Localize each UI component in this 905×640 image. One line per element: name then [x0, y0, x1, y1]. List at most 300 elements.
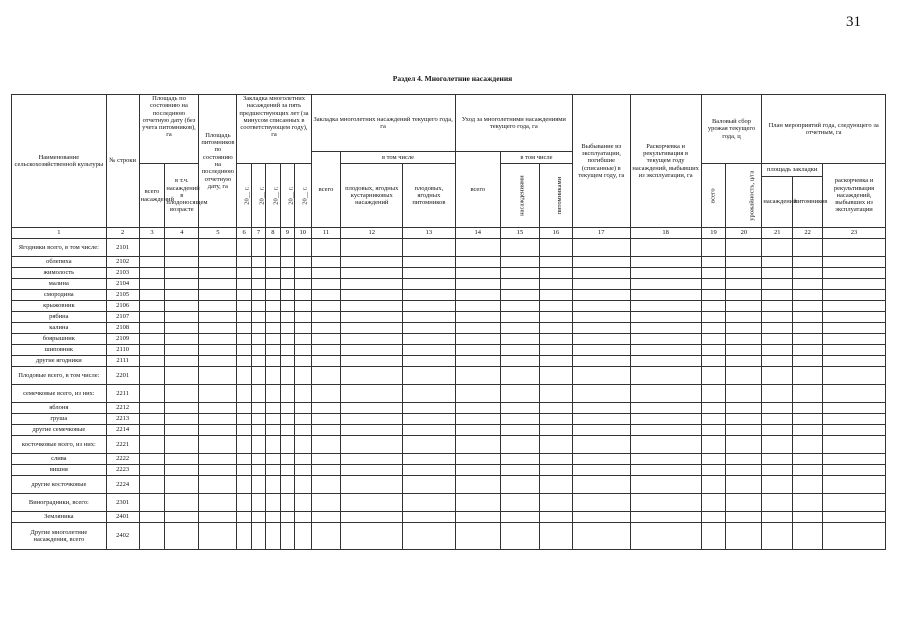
data-cell[interactable] — [630, 476, 701, 494]
data-cell[interactable] — [311, 465, 341, 476]
data-cell[interactable] — [295, 523, 312, 550]
data-cell[interactable] — [701, 512, 726, 523]
data-cell[interactable] — [762, 454, 793, 465]
data-cell[interactable] — [280, 465, 294, 476]
data-cell[interactable] — [630, 334, 701, 345]
data-cell[interactable] — [280, 425, 294, 436]
data-cell[interactable] — [630, 323, 701, 334]
data-cell[interactable] — [500, 436, 539, 454]
data-cell[interactable] — [280, 279, 294, 290]
data-cell[interactable] — [237, 385, 251, 403]
data-cell[interactable] — [251, 312, 265, 323]
data-cell[interactable] — [540, 268, 573, 279]
data-cell[interactable] — [237, 465, 251, 476]
data-cell[interactable] — [311, 290, 341, 301]
data-cell[interactable] — [341, 356, 403, 367]
data-cell[interactable] — [793, 454, 823, 465]
data-cell[interactable] — [823, 239, 886, 257]
data-cell[interactable] — [540, 414, 573, 425]
data-cell[interactable] — [251, 257, 265, 268]
data-cell[interactable] — [251, 334, 265, 345]
data-cell[interactable] — [762, 301, 793, 312]
data-cell[interactable] — [726, 465, 762, 476]
data-cell[interactable] — [726, 290, 762, 301]
data-cell[interactable] — [762, 385, 793, 403]
data-cell[interactable] — [572, 268, 630, 279]
data-cell[interactable] — [572, 414, 630, 425]
data-cell[interactable] — [823, 454, 886, 465]
data-cell[interactable] — [311, 403, 341, 414]
data-cell[interactable] — [823, 385, 886, 403]
data-cell[interactable] — [280, 356, 294, 367]
data-cell[interactable] — [762, 312, 793, 323]
data-cell[interactable] — [199, 436, 237, 454]
data-cell[interactable] — [237, 476, 251, 494]
data-cell[interactable] — [572, 345, 630, 356]
data-cell[interactable] — [199, 239, 237, 257]
data-cell[interactable] — [251, 367, 265, 385]
data-cell[interactable] — [726, 436, 762, 454]
data-cell[interactable] — [793, 239, 823, 257]
data-cell[interactable] — [295, 257, 312, 268]
data-cell[interactable] — [823, 425, 886, 436]
data-cell[interactable] — [251, 414, 265, 425]
data-cell[interactable] — [295, 403, 312, 414]
data-cell[interactable] — [540, 476, 573, 494]
data-cell[interactable] — [630, 367, 701, 385]
data-cell[interactable] — [500, 334, 539, 345]
data-cell[interactable] — [237, 356, 251, 367]
data-cell[interactable] — [500, 356, 539, 367]
data-cell[interactable] — [500, 268, 539, 279]
data-cell[interactable] — [455, 301, 500, 312]
data-cell[interactable] — [500, 494, 539, 512]
data-cell[interactable] — [199, 425, 237, 436]
data-cell[interactable] — [572, 385, 630, 403]
data-cell[interactable] — [199, 465, 237, 476]
data-cell[interactable] — [237, 290, 251, 301]
data-cell[interactable] — [251, 465, 265, 476]
data-cell[interactable] — [630, 312, 701, 323]
data-cell[interactable] — [295, 268, 312, 279]
data-cell[interactable] — [455, 403, 500, 414]
data-cell[interactable] — [500, 512, 539, 523]
data-cell[interactable] — [455, 425, 500, 436]
data-cell[interactable] — [139, 257, 165, 268]
data-cell[interactable] — [199, 312, 237, 323]
data-cell[interactable] — [341, 323, 403, 334]
data-cell[interactable] — [793, 465, 823, 476]
data-cell[interactable] — [199, 512, 237, 523]
data-cell[interactable] — [280, 268, 294, 279]
data-cell[interactable] — [793, 268, 823, 279]
data-cell[interactable] — [311, 523, 341, 550]
data-cell[interactable] — [762, 523, 793, 550]
data-cell[interactable] — [726, 476, 762, 494]
data-cell[interactable] — [139, 385, 165, 403]
data-cell[interactable] — [237, 512, 251, 523]
data-cell[interactable] — [630, 414, 701, 425]
data-cell[interactable] — [165, 356, 199, 367]
data-cell[interactable] — [701, 494, 726, 512]
data-cell[interactable] — [540, 494, 573, 512]
data-cell[interactable] — [295, 512, 312, 523]
data-cell[interactable] — [500, 523, 539, 550]
data-cell[interactable] — [540, 465, 573, 476]
data-cell[interactable] — [630, 425, 701, 436]
data-cell[interactable] — [199, 494, 237, 512]
data-cell[interactable] — [341, 290, 403, 301]
data-cell[interactable] — [455, 279, 500, 290]
data-cell[interactable] — [295, 436, 312, 454]
data-cell[interactable] — [793, 523, 823, 550]
data-cell[interactable] — [165, 345, 199, 356]
data-cell[interactable] — [726, 494, 762, 512]
data-cell[interactable] — [295, 312, 312, 323]
data-cell[interactable] — [165, 279, 199, 290]
data-cell[interactable] — [165, 290, 199, 301]
data-cell[interactable] — [165, 523, 199, 550]
data-cell[interactable] — [793, 345, 823, 356]
data-cell[interactable] — [726, 334, 762, 345]
data-cell[interactable] — [139, 239, 165, 257]
data-cell[interactable] — [630, 494, 701, 512]
data-cell[interactable] — [572, 436, 630, 454]
data-cell[interactable] — [199, 334, 237, 345]
data-cell[interactable] — [630, 301, 701, 312]
data-cell[interactable] — [823, 512, 886, 523]
data-cell[interactable] — [823, 279, 886, 290]
data-cell[interactable] — [762, 403, 793, 414]
data-cell[interactable] — [199, 323, 237, 334]
data-cell[interactable] — [572, 476, 630, 494]
data-cell[interactable] — [762, 494, 793, 512]
data-cell[interactable] — [701, 257, 726, 268]
data-cell[interactable] — [280, 494, 294, 512]
data-cell[interactable] — [403, 257, 456, 268]
data-cell[interactable] — [311, 414, 341, 425]
data-cell[interactable] — [726, 312, 762, 323]
data-cell[interactable] — [726, 425, 762, 436]
data-cell[interactable] — [237, 301, 251, 312]
data-cell[interactable] — [280, 385, 294, 403]
data-cell[interactable] — [701, 476, 726, 494]
data-cell[interactable] — [165, 425, 199, 436]
data-cell[interactable] — [165, 312, 199, 323]
data-cell[interactable] — [237, 257, 251, 268]
data-cell[interactable] — [251, 301, 265, 312]
data-cell[interactable] — [403, 403, 456, 414]
data-cell[interactable] — [403, 345, 456, 356]
data-cell[interactable] — [793, 334, 823, 345]
data-cell[interactable] — [701, 403, 726, 414]
data-cell[interactable] — [237, 334, 251, 345]
data-cell[interactable] — [295, 239, 312, 257]
data-cell[interactable] — [237, 425, 251, 436]
data-cell[interactable] — [823, 476, 886, 494]
data-cell[interactable] — [823, 257, 886, 268]
data-cell[interactable] — [540, 436, 573, 454]
data-cell[interactable] — [237, 414, 251, 425]
data-cell[interactable] — [701, 367, 726, 385]
data-cell[interactable] — [266, 356, 280, 367]
data-cell[interactable] — [455, 414, 500, 425]
data-cell[interactable] — [266, 268, 280, 279]
data-cell[interactable] — [139, 279, 165, 290]
data-cell[interactable] — [341, 345, 403, 356]
data-cell[interactable] — [572, 334, 630, 345]
data-cell[interactable] — [251, 476, 265, 494]
data-cell[interactable] — [295, 454, 312, 465]
data-cell[interactable] — [762, 279, 793, 290]
data-cell[interactable] — [630, 257, 701, 268]
data-cell[interactable] — [266, 476, 280, 494]
data-cell[interactable] — [139, 334, 165, 345]
data-cell[interactable] — [726, 356, 762, 367]
data-cell[interactable] — [630, 279, 701, 290]
data-cell[interactable] — [455, 512, 500, 523]
data-cell[interactable] — [455, 454, 500, 465]
data-cell[interactable] — [295, 476, 312, 494]
data-cell[interactable] — [455, 385, 500, 403]
data-cell[interactable] — [311, 512, 341, 523]
data-cell[interactable] — [266, 257, 280, 268]
data-cell[interactable] — [341, 301, 403, 312]
data-cell[interactable] — [251, 494, 265, 512]
data-cell[interactable] — [500, 367, 539, 385]
data-cell[interactable] — [165, 476, 199, 494]
data-cell[interactable] — [455, 494, 500, 512]
data-cell[interactable] — [403, 425, 456, 436]
data-cell[interactable] — [266, 414, 280, 425]
data-cell[interactable] — [199, 414, 237, 425]
data-cell[interactable] — [403, 279, 456, 290]
data-cell[interactable] — [295, 290, 312, 301]
data-cell[interactable] — [266, 385, 280, 403]
data-cell[interactable] — [341, 425, 403, 436]
data-cell[interactable] — [701, 290, 726, 301]
data-cell[interactable] — [237, 312, 251, 323]
data-cell[interactable] — [572, 356, 630, 367]
data-cell[interactable] — [793, 367, 823, 385]
data-cell[interactable] — [823, 301, 886, 312]
data-cell[interactable] — [823, 290, 886, 301]
data-cell[interactable] — [762, 356, 793, 367]
data-cell[interactable] — [701, 301, 726, 312]
data-cell[interactable] — [823, 312, 886, 323]
data-cell[interactable] — [572, 257, 630, 268]
data-cell[interactable] — [266, 494, 280, 512]
data-cell[interactable] — [823, 523, 886, 550]
data-cell[interactable] — [266, 301, 280, 312]
data-cell[interactable] — [165, 367, 199, 385]
data-cell[interactable] — [500, 385, 539, 403]
data-cell[interactable] — [762, 436, 793, 454]
data-cell[interactable] — [266, 403, 280, 414]
data-cell[interactable] — [455, 345, 500, 356]
data-cell[interactable] — [280, 476, 294, 494]
data-cell[interactable] — [572, 494, 630, 512]
data-cell[interactable] — [572, 239, 630, 257]
data-cell[interactable] — [455, 465, 500, 476]
data-cell[interactable] — [165, 301, 199, 312]
data-cell[interactable] — [341, 476, 403, 494]
data-cell[interactable] — [572, 465, 630, 476]
data-cell[interactable] — [199, 367, 237, 385]
data-cell[interactable] — [280, 323, 294, 334]
data-cell[interactable] — [762, 334, 793, 345]
data-cell[interactable] — [139, 523, 165, 550]
data-cell[interactable] — [237, 403, 251, 414]
data-cell[interactable] — [701, 425, 726, 436]
data-cell[interactable] — [762, 268, 793, 279]
data-cell[interactable] — [311, 356, 341, 367]
data-cell[interactable] — [266, 425, 280, 436]
data-cell[interactable] — [237, 494, 251, 512]
data-cell[interactable] — [793, 425, 823, 436]
data-cell[interactable] — [280, 403, 294, 414]
data-cell[interactable] — [701, 454, 726, 465]
data-cell[interactable] — [199, 290, 237, 301]
data-cell[interactable] — [266, 345, 280, 356]
data-cell[interactable] — [572, 367, 630, 385]
data-cell[interactable] — [793, 290, 823, 301]
data-cell[interactable] — [139, 436, 165, 454]
data-cell[interactable] — [630, 454, 701, 465]
data-cell[interactable] — [311, 367, 341, 385]
data-cell[interactable] — [403, 268, 456, 279]
data-cell[interactable] — [165, 436, 199, 454]
data-cell[interactable] — [726, 414, 762, 425]
data-cell[interactable] — [762, 367, 793, 385]
data-cell[interactable] — [823, 414, 886, 425]
data-cell[interactable] — [540, 290, 573, 301]
data-cell[interactable] — [280, 257, 294, 268]
data-cell[interactable] — [455, 323, 500, 334]
data-cell[interactable] — [341, 334, 403, 345]
data-cell[interactable] — [266, 465, 280, 476]
data-cell[interactable] — [251, 323, 265, 334]
data-cell[interactable] — [500, 476, 539, 494]
data-cell[interactable] — [823, 323, 886, 334]
data-cell[interactable] — [251, 512, 265, 523]
data-cell[interactable] — [139, 345, 165, 356]
data-cell[interactable] — [823, 403, 886, 414]
data-cell[interactable] — [311, 345, 341, 356]
data-cell[interactable] — [726, 454, 762, 465]
data-cell[interactable] — [540, 312, 573, 323]
data-cell[interactable] — [165, 494, 199, 512]
data-cell[interactable] — [341, 312, 403, 323]
data-cell[interactable] — [139, 512, 165, 523]
data-cell[interactable] — [251, 268, 265, 279]
data-cell[interactable] — [455, 268, 500, 279]
data-cell[interactable] — [295, 301, 312, 312]
data-cell[interactable] — [139, 367, 165, 385]
data-cell[interactable] — [280, 290, 294, 301]
data-cell[interactable] — [165, 257, 199, 268]
data-cell[interactable] — [165, 512, 199, 523]
data-cell[interactable] — [500, 454, 539, 465]
data-cell[interactable] — [199, 345, 237, 356]
data-cell[interactable] — [403, 290, 456, 301]
data-cell[interactable] — [701, 414, 726, 425]
data-cell[interactable] — [823, 494, 886, 512]
data-cell[interactable] — [726, 403, 762, 414]
data-cell[interactable] — [251, 239, 265, 257]
data-cell[interactable] — [280, 454, 294, 465]
data-cell[interactable] — [455, 476, 500, 494]
data-cell[interactable] — [199, 454, 237, 465]
data-cell[interactable] — [341, 367, 403, 385]
data-cell[interactable] — [403, 385, 456, 403]
data-cell[interactable] — [762, 512, 793, 523]
data-cell[interactable] — [500, 345, 539, 356]
data-cell[interactable] — [199, 257, 237, 268]
data-cell[interactable] — [793, 257, 823, 268]
data-cell[interactable] — [295, 356, 312, 367]
data-cell[interactable] — [139, 356, 165, 367]
data-cell[interactable] — [793, 323, 823, 334]
data-cell[interactable] — [701, 465, 726, 476]
data-cell[interactable] — [500, 403, 539, 414]
data-cell[interactable] — [500, 312, 539, 323]
data-cell[interactable] — [403, 356, 456, 367]
data-cell[interactable] — [139, 414, 165, 425]
data-cell[interactable] — [572, 454, 630, 465]
data-cell[interactable] — [266, 239, 280, 257]
data-cell[interactable] — [266, 279, 280, 290]
data-cell[interactable] — [165, 454, 199, 465]
data-cell[interactable] — [237, 323, 251, 334]
data-cell[interactable] — [341, 436, 403, 454]
data-cell[interactable] — [572, 323, 630, 334]
data-cell[interactable] — [341, 414, 403, 425]
data-cell[interactable] — [762, 465, 793, 476]
data-cell[interactable] — [701, 356, 726, 367]
data-cell[interactable] — [572, 403, 630, 414]
data-cell[interactable] — [280, 367, 294, 385]
data-cell[interactable] — [762, 323, 793, 334]
data-cell[interactable] — [295, 385, 312, 403]
data-cell[interactable] — [793, 436, 823, 454]
data-cell[interactable] — [500, 323, 539, 334]
data-cell[interactable] — [341, 523, 403, 550]
data-cell[interactable] — [139, 312, 165, 323]
data-cell[interactable] — [251, 279, 265, 290]
data-cell[interactable] — [793, 385, 823, 403]
data-cell[interactable] — [295, 425, 312, 436]
data-cell[interactable] — [540, 512, 573, 523]
data-cell[interactable] — [701, 312, 726, 323]
data-cell[interactable] — [630, 512, 701, 523]
data-cell[interactable] — [540, 323, 573, 334]
data-cell[interactable] — [251, 436, 265, 454]
data-cell[interactable] — [139, 301, 165, 312]
data-cell[interactable] — [823, 367, 886, 385]
data-cell[interactable] — [237, 454, 251, 465]
data-cell[interactable] — [341, 454, 403, 465]
data-cell[interactable] — [572, 425, 630, 436]
data-cell[interactable] — [237, 239, 251, 257]
data-cell[interactable] — [540, 345, 573, 356]
data-cell[interactable] — [455, 367, 500, 385]
data-cell[interactable] — [341, 403, 403, 414]
data-cell[interactable] — [500, 257, 539, 268]
data-cell[interactable] — [572, 512, 630, 523]
data-cell[interactable] — [630, 268, 701, 279]
data-cell[interactable] — [311, 494, 341, 512]
